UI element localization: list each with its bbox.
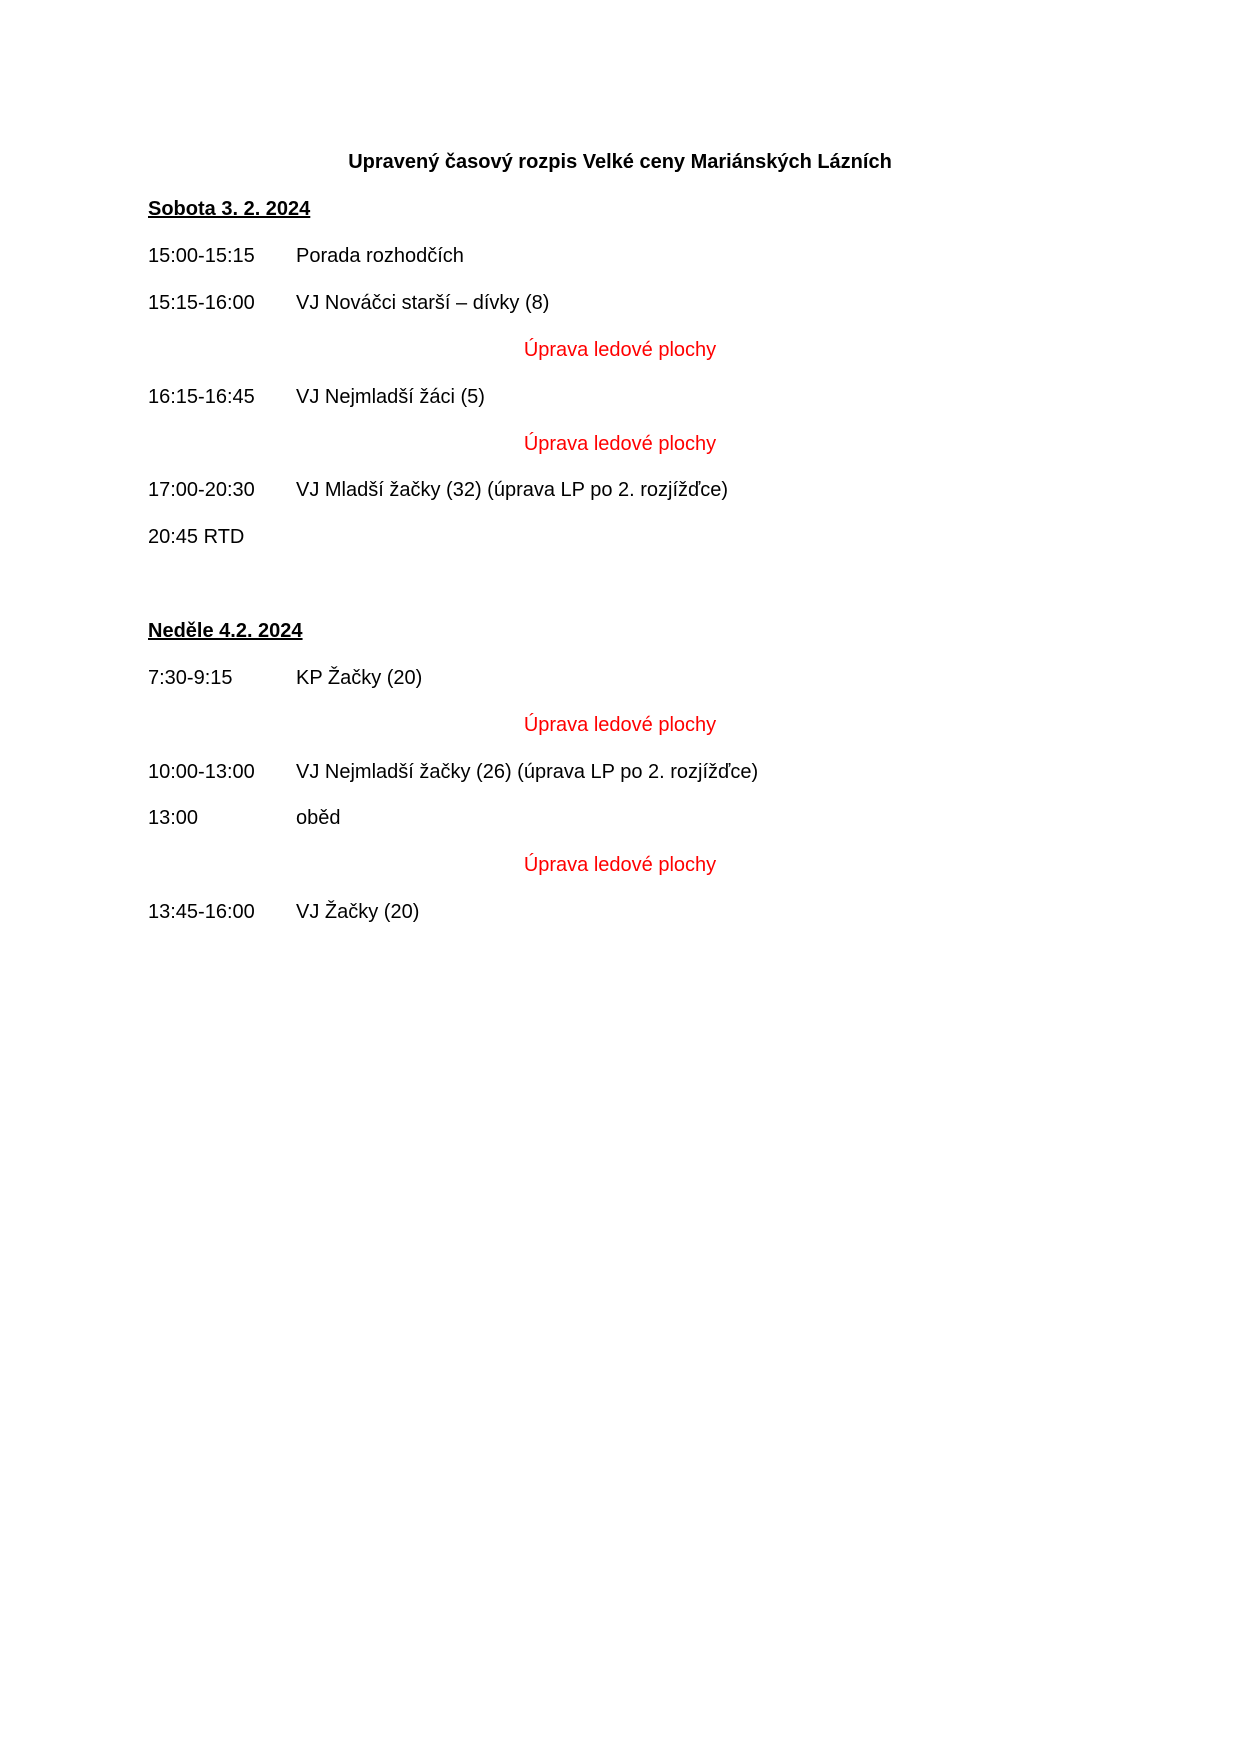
- ice-resurfacing-notice: Úprava ledové plochy: [523, 854, 717, 876]
- schedule-time: 15:15-16:00: [148, 292, 255, 314]
- schedule-description: RTD: [203, 526, 245, 548]
- schedule-row: [148, 523, 244, 551]
- ice-resurfacing-notice: Úprava ledové plochy: [523, 433, 717, 455]
- schedule-description: KP Žačky (20): [296, 667, 423, 689]
- schedule-description: VJ Nováčci starší – dívky (8): [296, 292, 550, 314]
- schedule-time: 16:15-16:45: [148, 386, 255, 408]
- schedule-time: 10:00-13:00: [148, 761, 255, 783]
- schedule-description: oběd: [296, 807, 341, 829]
- schedule-row: [148, 476, 728, 504]
- schedule-time: 13:00: [148, 807, 199, 829]
- ice-resurfacing-notice: Úprava ledové plochy: [523, 339, 717, 361]
- schedule-description: VJ Žačky (20): [296, 901, 420, 923]
- schedule-description: VJ Mladší žačky (32) (úprava LP po 2. rozjížďce): [296, 479, 729, 501]
- ice-resurfacing-notice: Úprava ledové plochy: [523, 714, 717, 736]
- schedule-row: [148, 758, 758, 786]
- schedule-row: [148, 804, 341, 832]
- document-title: Upravený časový rozpis Velké ceny Mariánských Lázních: [348, 151, 892, 173]
- schedule-row: [148, 242, 464, 270]
- schedule-time: 15:00-15:15: [148, 245, 255, 267]
- schedule-row: [148, 383, 485, 411]
- schedule-description: VJ Nejmladší žačky (26) (úprava LP po 2. rozjížďce): [296, 761, 759, 783]
- schedule-time: 13:45-16:00: [148, 901, 255, 923]
- schedule-description: Porada rozhodčích: [296, 245, 464, 267]
- schedule-time: 7:30-9:15: [148, 667, 233, 689]
- day-heading-saturday: Sobota 3. 2. 2024: [148, 198, 311, 220]
- schedule-description: VJ Nejmladší žáci (5): [296, 386, 485, 408]
- schedule-time: 20:45: [148, 526, 199, 548]
- schedule-row: [148, 289, 549, 317]
- schedule-row: [148, 898, 419, 926]
- schedule-row: [148, 664, 422, 692]
- day-heading-sunday: Neděle 4.2. 2024: [148, 620, 303, 642]
- schedule-time: 17:00-20:30: [148, 479, 255, 501]
